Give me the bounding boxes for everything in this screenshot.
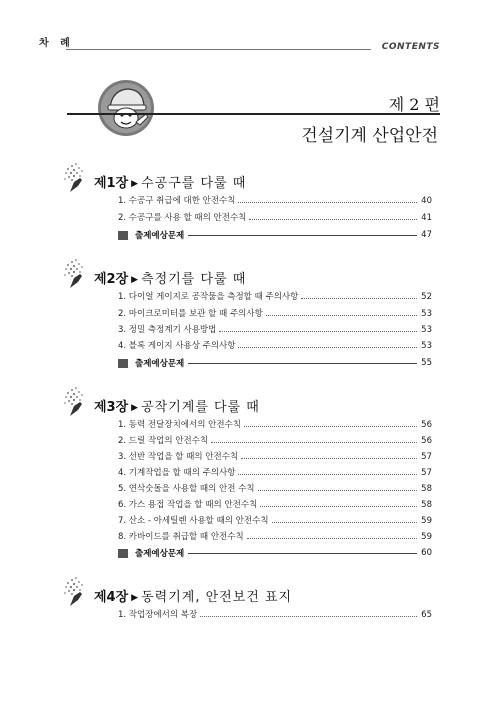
header-left-label: 차 례 bbox=[39, 38, 74, 49]
sparkle-pen-icon bbox=[62, 576, 92, 608]
dot-leader bbox=[200, 615, 417, 617]
toc-entry-page: 41 bbox=[421, 213, 432, 223]
dot-leader bbox=[266, 314, 417, 316]
toc-entry-page: 58 bbox=[421, 500, 432, 510]
toc-entry-page: 58 bbox=[421, 484, 432, 494]
toc-entry[interactable] bbox=[118, 321, 432, 335]
dot-leader bbox=[238, 346, 417, 348]
toc-entry[interactable] bbox=[118, 305, 432, 319]
chapter-title bbox=[94, 268, 246, 287]
toc-entry[interactable] bbox=[118, 528, 432, 542]
chapter-title bbox=[94, 396, 260, 415]
dot-leader bbox=[211, 441, 417, 443]
exam-rule bbox=[188, 553, 417, 554]
exam-label: 출제예상문제 bbox=[135, 359, 185, 369]
dot-leader bbox=[258, 489, 417, 491]
sparkle-pen-icon bbox=[62, 162, 92, 194]
toc-entry-page: 56 bbox=[421, 420, 432, 430]
part-title: 건설기계 산업안전 bbox=[301, 126, 438, 146]
toc-entry[interactable] bbox=[118, 432, 432, 446]
dot-leader bbox=[238, 473, 417, 475]
toc-entry[interactable] bbox=[118, 512, 432, 526]
toc-entry[interactable] bbox=[118, 496, 432, 510]
dot-leader bbox=[247, 537, 417, 539]
chapter-name: 공작기계를 다룰 때 bbox=[141, 400, 260, 415]
toc-entry-page: 57 bbox=[421, 468, 432, 478]
dot-leader bbox=[249, 218, 417, 220]
chapter-title bbox=[94, 586, 292, 605]
dot-leader bbox=[272, 521, 417, 523]
gray-square-icon bbox=[118, 359, 128, 368]
header-right-label: CONTENTS bbox=[381, 42, 440, 52]
toc-entry-page: 53 bbox=[421, 341, 432, 351]
chapter-title bbox=[94, 172, 246, 191]
toc-entry-page: 57 bbox=[421, 452, 432, 462]
toc-entry[interactable] bbox=[118, 192, 432, 206]
toc-entry[interactable] bbox=[118, 464, 432, 478]
toc-entry-page: 65 bbox=[421, 610, 432, 620]
toc-entry-text: 5. 연삭숫돌을 사용할 때의 안전 수칙 bbox=[118, 484, 255, 494]
toc-entry-text: 2. 수공구를 사용 할 때의 안전수칙 bbox=[118, 213, 247, 223]
exam-label: 출제예상문제 bbox=[135, 231, 185, 241]
exam-rule bbox=[188, 363, 417, 364]
exam-rule bbox=[188, 235, 417, 236]
toc-entry-page: 52 bbox=[421, 292, 432, 302]
toc-entry-page: 53 bbox=[421, 309, 432, 319]
toc-entry-text: 4. 블록 게이지 사용상 주의사항 bbox=[118, 341, 236, 351]
toc-entry[interactable] bbox=[118, 606, 432, 620]
worker-hardhat-icon bbox=[96, 78, 156, 138]
toc-entry-page: 53 bbox=[421, 325, 432, 335]
dot-leader bbox=[244, 425, 417, 427]
toc-entry-text: 3. 정밀 측정계기 사용방법 bbox=[118, 325, 217, 335]
toc-entry-text: 4. 기계작업을 할 때의 주의사항 bbox=[118, 468, 236, 478]
toc-entry-page: 56 bbox=[421, 436, 432, 446]
chapter-name: 측정기를 다룰 때 bbox=[141, 272, 247, 287]
sparkle-pen-icon bbox=[62, 258, 92, 290]
dot-leader bbox=[238, 201, 417, 203]
sparkle-pen-icon bbox=[62, 386, 92, 418]
toc-entry[interactable] bbox=[118, 416, 432, 430]
toc-entry[interactable] bbox=[118, 448, 432, 462]
dot-leader bbox=[260, 505, 417, 507]
chapter-number: 제2장 bbox=[94, 272, 129, 287]
gray-square-icon bbox=[118, 549, 128, 558]
dot-leader bbox=[301, 297, 417, 299]
dot-leader bbox=[241, 457, 417, 459]
toc-entry-text: 3. 선반 작업을 할 때의 안전수칙 bbox=[118, 452, 239, 462]
toc-entry-text: 8. 카바이드를 취급할 때 안전수칙 bbox=[118, 532, 244, 542]
toc-entry[interactable] bbox=[118, 337, 432, 351]
chapter-number: 제3장 bbox=[94, 400, 129, 415]
toc-entry-page: 40 bbox=[421, 196, 432, 206]
exam-page: 60 bbox=[421, 548, 432, 558]
toc-entry[interactable] bbox=[118, 288, 432, 302]
toc-entry-text: 1. 다이얼 게이지로 공작물을 측정할 때 주의사항 bbox=[118, 292, 299, 302]
toc-entry-text: 2. 드릴 작업의 안전수칙 bbox=[118, 436, 209, 446]
exam-label: 출제예상문제 bbox=[135, 549, 185, 559]
exam-entry[interactable] bbox=[118, 546, 432, 560]
chapter-number: 제1장 bbox=[94, 176, 129, 191]
toc-entry-page: 59 bbox=[421, 516, 432, 526]
triangle-icon: ▶ bbox=[131, 275, 139, 285]
chapter-number: 제4장 bbox=[94, 590, 129, 605]
toc-entry-text: 1. 수공구 취급에 대한 안전수칙 bbox=[118, 196, 236, 206]
header-rule bbox=[66, 49, 371, 50]
toc-entry-page: 59 bbox=[421, 532, 432, 542]
triangle-icon: ▶ bbox=[131, 179, 139, 189]
exam-entry[interactable] bbox=[118, 228, 432, 242]
exam-page: 47 bbox=[421, 230, 432, 240]
part-number: 제 2 편 bbox=[388, 95, 440, 114]
gray-square-icon bbox=[118, 231, 128, 240]
toc-entry-text: 1. 동력 전달장치에서의 안전수칙 bbox=[118, 420, 241, 430]
part-rule bbox=[67, 113, 440, 115]
exam-entry[interactable] bbox=[118, 356, 432, 370]
triangle-icon: ▶ bbox=[131, 593, 139, 603]
toc-entry-text: 2. 마이크로미터를 보관 할 때 주의사항 bbox=[118, 309, 263, 319]
chapter-name: 동력기계, 안전보건 표지 bbox=[141, 590, 293, 605]
chapter-name: 수공구를 다룰 때 bbox=[141, 176, 247, 191]
toc-entry[interactable] bbox=[118, 480, 432, 494]
toc-entry-text: 7. 산소 - 아세틸렌 사용할 때의 안전수칙 bbox=[118, 516, 269, 526]
exam-page: 55 bbox=[421, 358, 432, 368]
toc-entry-text: 6. 가스 용접 작업을 할 때의 안전수칙 bbox=[118, 500, 258, 510]
dot-leader bbox=[219, 330, 417, 332]
toc-entry[interactable] bbox=[118, 209, 432, 223]
toc-entry-text: 1. 작업장에서의 복장 bbox=[118, 610, 198, 620]
triangle-icon: ▶ bbox=[131, 403, 139, 413]
